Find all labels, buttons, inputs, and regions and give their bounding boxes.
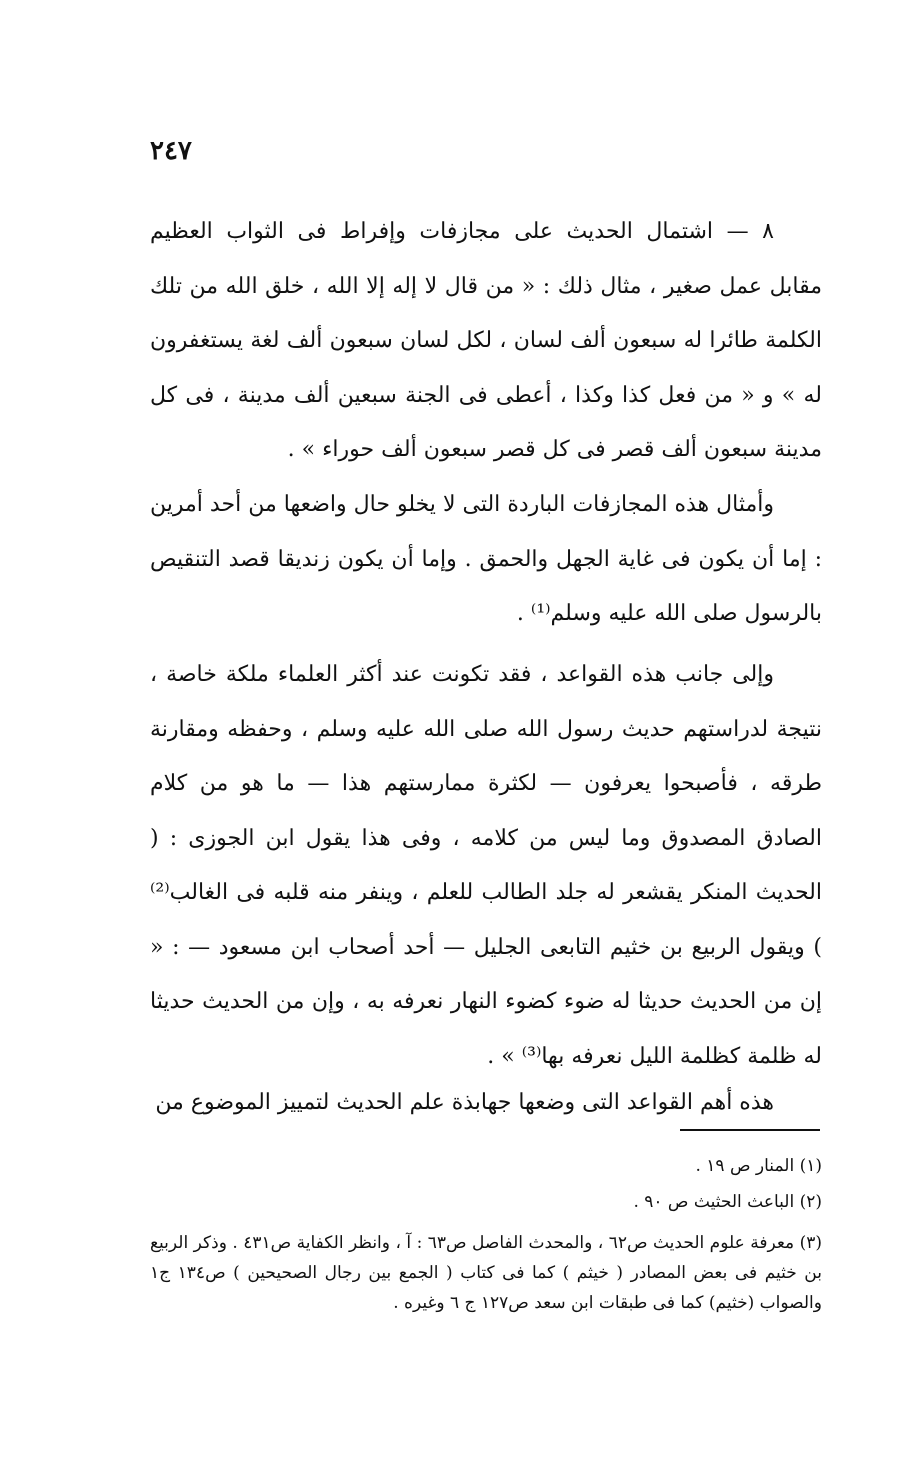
footnote-divider [680, 1129, 820, 1131]
footnote-3 [150, 1228, 822, 1318]
footnote-text: (٢) الباعث الحثيث ص ٩٠ . [633, 1192, 822, 1212]
footnote-text: (١) المنار ص ١٩ . [695, 1156, 822, 1176]
paragraph-text: وإلى جانب هذه القواعد ، فقد تكونت عند أكثر العلماء ملكة خاصة ، نتيجة لدراستهم حديث رسول الله صلى الله عليه وسلم ، وحفظه ومقارنة طرقه ، فأصبحوا يعرفون — لكثرة ممارستهم هذا — ما هو من كلام الصادق المصدوق وما ليس من كلامه ، وفى هذا يقول ابن الجوزى : ( الحديث المنكر يقشعر له جلد الطالب للعلم ، وينفر منه قلبه فى الغالب⁽²⁾ ) ويقول الربيع بن خثيم التابعى الجليل — أحد أصحاب ابن مسعود — : « إن من الحديث حديثا له ضوء كضوء النهار نعرفه به ، وإن من الحديث حديثا له ظلمة كظلمة الليل نعرفه بها⁽³⁾ » . [150, 662, 822, 1069]
page-number: ٢٤٧ [150, 136, 192, 166]
paragraph-scholars-faculty [150, 648, 822, 1084]
paragraph-closing [150, 1076, 822, 1131]
paragraph-two-options [150, 478, 822, 642]
footnote-text: (٣) معرفة علوم الحديث ص٦٢ ، والمحدث الفاصل ص٦٣ : آ ، وانظر الكفاية ص٤٣١ . وذكر الربيع بن خثيم فى بعض المصادر ( خيثم ) كما فى كتاب ( الجمع بين رجال الصحيحين ) ص١٣٤ ج١ والصواب (خثيم) كما فى طبقات ابن سعد ص١٢٧ ج ٦ وغيره . [150, 1233, 822, 1313]
paragraph-text: وأمثال هذه المجازفات الباردة التى لا يخلو حال واضعها من أحد أمرين : إما أن يكون فى غاية الجهل والحمق . وإما أن يكون زنديقا قصد التنقيص بالرسول صلى الله عليه وسلم⁽¹⁾ . [150, 492, 822, 626]
footnote-1 [150, 1150, 822, 1182]
paragraph-example-exaggeration [150, 205, 822, 478]
footnote-2 [150, 1186, 822, 1218]
paragraph-text: هذه أهم القواعد التى وضعها جهابذة علم الحديث لتمييز الموضوع من [155, 1090, 774, 1115]
paragraph-text: ٨ — اشتمال الحديث على مجازفات وإفراط فى الثواب العظيم مقابل عمل صغير ، مثال ذلك : « من قال لا إله إلا الله ، خلق الله من تلك الكلمة طائرا له سبعون ألف لسان ، لكل لسان سبعون ألف لغة يستغفرون له » و « من فعل كذا وكذا ، أعطى فى الجنة سبعين ألف مدينة ، فى كل مدينة سبعون ألف قصر فى كل قصر سبعون ألف حوراء » . [150, 219, 822, 462]
